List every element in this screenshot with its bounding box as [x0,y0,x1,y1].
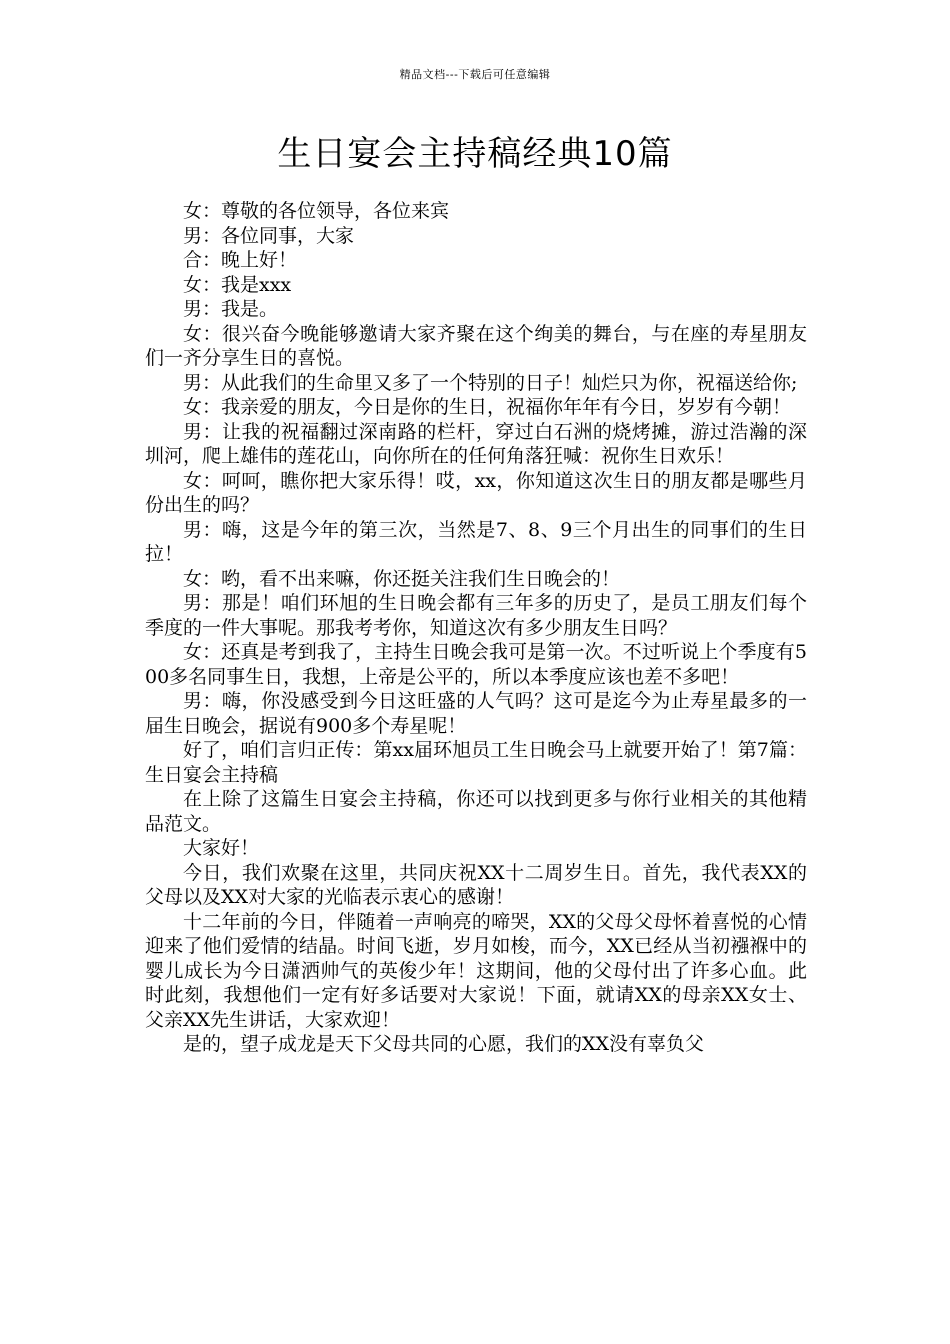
paragraph: 男：我是。 [183,298,279,320]
paragraph: 男：让我的祝福翻过深南路的栏杆，穿过白石洲的烧烤摊，游过浩瀚的深圳河，爬上雄伟的莲花山，向你所在的任何角落狂喊：祝你生日欢乐！ [145,420,807,467]
paragraph: 男：从此我们的生命里又多了一个特别的日子！灿烂只为你，祝福送给你; [183,371,798,394]
paragraph: 今日，我们欢聚在这里，共同庆祝XX十二周岁生日。首先，我代表XX的父母以及XX对大家的光临表示衷心的感谢！ [145,861,807,908]
paragraph: 女：很兴奋今晚能够邀请大家齐聚在这个绚美的舞台，与在座的寿星朋友们一齐分享生日的喜悦。 [145,322,807,369]
paragraph: 在上除了这篇生日宴会主持稿，你还可以找到更多与你行业相关的其他精品范文。 [145,788,807,835]
paragraph: 是的，望子成龙是天下父母共同的心愿，我们的XX没有辜负父 [183,1033,705,1055]
page-header-note: 精品文档---下载后可任意编辑 [399,68,551,81]
document-body [145,199,807,1057]
paragraph: 男：嗨，这是今年的第三次，当然是7、8、9三个月出生的同事们的生日拉！ [145,518,807,565]
paragraph: 男：那是！咱们环旭的生日晚会都有三年多的历史了，是员工朋友们每个季度的一件大事呢。那我考考你，知道这次有多少朋友生日吗？ [145,592,807,639]
paragraph: 女：哟，看不出来嘛，你还挺关注我们生日晚会的！ [183,567,621,590]
document-title: 生日宴会主持稿经典10篇 [277,134,673,174]
paragraph: 男：嗨，你没感受到今日这旺盛的人气吗？这可是迄今为止寿星最多的一届生日晚会，据说有900多个寿星呢！ [145,690,807,737]
paragraph: 合：晚上好！ [183,249,298,271]
paragraph: 女：我是xxx [183,273,292,296]
paragraph: 女：还真是考到我了，主持生日晚会我可是第一次。不过听说上个季度有500多名同事生日，我想，上帝是公平的，所以本季度应该也差不多吧！ [145,641,807,688]
paragraph: 女：呵呵，瞧你把大家乐得！哎，xx，你知道这次生日的朋友都是哪些月份出生的吗？ [145,469,807,516]
paragraph: 十二年前的今日，伴随着一声响亮的啼哭，XX的父母父母怀着喜悦的心情迎来了他们爱情的结晶。时间飞逝，岁月如梭，而今，XX已经从当初襁褓中的婴儿成长为今日潇洒帅气的英俊少年！这期间，他的父母付出了许多心血。此时此刻，我想他们一定有好多话要对大家说！下面，就请XX的母亲XX女士、父亲XX先生讲话，大家欢迎！ [145,910,807,1031]
paragraph: 女：尊敬的各位领导，各位来宾 [183,200,450,222]
paragraph: 好了，咱们言归正传：第xx届环旭员工生日晚会马上就要开始了！第7篇：生日宴会主持稿 [145,739,807,786]
paragraph: 大家好！ [183,837,260,859]
paragraph: 女：我亲爱的朋友，今日是你的生日，祝福你年年有今日，岁岁有今朝！ [183,396,792,418]
paragraph: 男：各位同事，大家 [183,224,355,247]
